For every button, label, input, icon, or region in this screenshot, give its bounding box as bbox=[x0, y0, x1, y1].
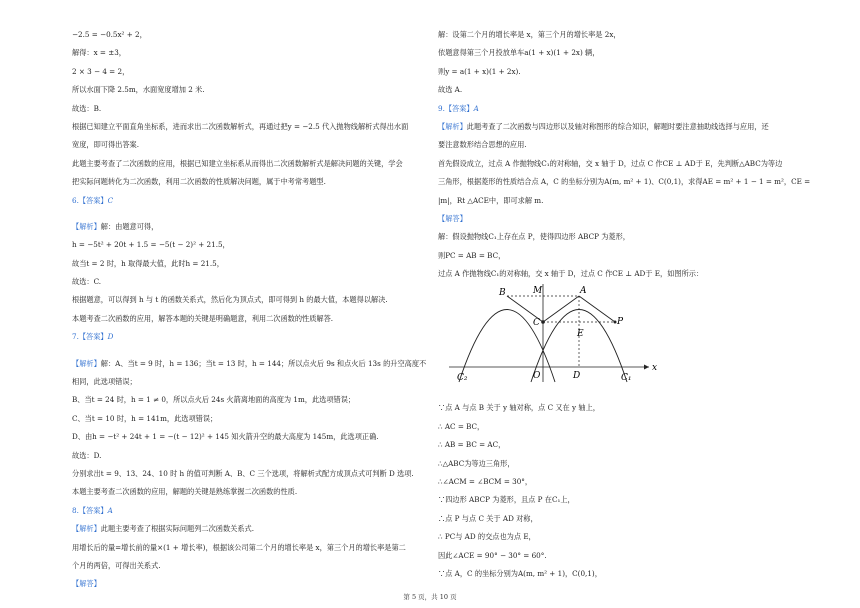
text-line: 根据已知建立平面直角坐标系，进而求出二次函数解析式，再通过把y = −2.5 代入抛物线解析式得出水面 bbox=[72, 121, 409, 131]
question-number: 8. bbox=[72, 505, 79, 515]
analysis-line bbox=[438, 214, 783, 224]
text-line: 过点 A 作抛物线C₁的对称轴，交 x 轴于 D，过点 C 作CE ⊥ AD于 E，如图所示： bbox=[438, 269, 704, 279]
text-line: 宽度，即可得出答案. bbox=[72, 140, 139, 150]
segment-ac bbox=[543, 296, 579, 322]
section-marker: 【解析】 bbox=[438, 121, 467, 131]
text-line: ∴∠ACM = ∠BCM = 30°， bbox=[438, 477, 533, 487]
answer-letter: C bbox=[107, 195, 114, 205]
spacer bbox=[72, 351, 417, 359]
text-line: 2 × 3 − 4 = 2， bbox=[72, 66, 130, 76]
text-line: −2.5 = −0.5x² + 2， bbox=[72, 30, 147, 39]
text-line: 故选：B. bbox=[72, 103, 102, 113]
section-marker: 【解析】 bbox=[72, 524, 101, 534]
label-c2: C₂ bbox=[457, 373, 468, 383]
spacer bbox=[72, 214, 417, 222]
text-line: B、当t = 24 时，h = 1 ≠ 0，所以点火后 24s 火箭离地面的高度为 1m，此选项错误； bbox=[72, 395, 356, 405]
label-e: E bbox=[577, 329, 584, 339]
text-line: 要注意数形结合思想的应用. bbox=[438, 140, 527, 150]
text-line: ∵四边形 ABCP 为菱形，且点 P 在C₁上， bbox=[438, 495, 575, 505]
text-line: 依题意得第三个月投放单车a(1 + x)(1 + 2x) 辆， bbox=[438, 48, 600, 58]
text-line: 则y = a(1 + x)(1 + 2x). bbox=[438, 66, 521, 76]
section-text: 此题考查了二次函数与四边形以及轴对称图形的综合知识，解题时要注意抽助线选择与应用，还 bbox=[466, 121, 769, 131]
text-line: 本题主要考查二次函数的应用，解题的关键是熟练掌握二次函数的性质. bbox=[72, 487, 298, 497]
answer-letter: A bbox=[473, 103, 479, 113]
section-text: 此题主要考查了根据实际问题列二次函数关系式. bbox=[100, 524, 254, 534]
section-marker: 【解析】 bbox=[72, 221, 101, 231]
section-text: 解：A、当t = 9 时，h = 136；当t = 13 时，h = 144；所以点火后 9s 和点火后 13s 的升空高度不 bbox=[100, 358, 427, 368]
text-line: 此题主要考查了二次函数的应用，根据已知建立坐标系从而得出二次函数解析式是解决问题的关键，学会 bbox=[72, 158, 403, 168]
text-line: 用增长后的量=增长前的量×(1 + 增长率)，根据该公司第二个月的增长率是 x，第三个月的增长率是第二 bbox=[72, 542, 406, 552]
text-line: 根据题意，可以得到 h 与 t 的函数关系式，然后化为顶点式，即可得到 h 的最大值，本题得以解决. bbox=[72, 295, 388, 305]
analysis-line bbox=[438, 122, 783, 132]
section-marker: 【解答】 bbox=[438, 213, 467, 223]
parabola-figure bbox=[449, 282, 659, 392]
text-line: ∴△ABC为等边三角形， bbox=[438, 458, 515, 468]
text-line: 个月的两倍，可得出关系式. bbox=[72, 560, 161, 570]
text-line: 故选 A. bbox=[438, 85, 463, 95]
section-marker: 【解析】 bbox=[72, 358, 101, 368]
answer-letter: A bbox=[107, 505, 113, 515]
answer-marker: 【答案】 bbox=[78, 505, 108, 515]
text-line: 则PC = AB = BC， bbox=[438, 250, 506, 260]
text-line: 三角形，根据菱形的性质结合点 A，C 的坐标分别为A(m, m² + 1)、C(0,1)，求得AE = m² + 1 − 1 = m²，CE = bbox=[438, 177, 811, 187]
left-column bbox=[72, 30, 427, 598]
label-m: M bbox=[533, 286, 543, 296]
answer-heading bbox=[72, 196, 417, 206]
label-c: C bbox=[533, 318, 540, 328]
text-line: 相同，此选项错误； bbox=[72, 377, 137, 387]
question-number: 6. bbox=[72, 195, 79, 205]
answer-heading bbox=[72, 506, 417, 516]
text-line: D、由h = −t² + 24t + 1 = −(t − 12)² + 145 知火箭升空的最大高度为 145m，此选项正确. bbox=[72, 432, 379, 442]
text-line: 解：设第二个月的增长率是 x，第三个月的增长率是 2x， bbox=[438, 30, 621, 39]
segment-ap bbox=[579, 296, 615, 322]
label-p: P bbox=[617, 317, 624, 327]
section-marker: 【解答】 bbox=[72, 579, 101, 589]
text-line: 故当t = 2 时，h 取得最大值，此时h = 21.5， bbox=[72, 258, 224, 268]
answer-marker: 【答案】 bbox=[444, 103, 474, 113]
analysis-line bbox=[72, 524, 417, 534]
text-line: 解：假设抛物线C₁上存在点 P，使得四边形 ABCP 为菱形， bbox=[438, 232, 630, 242]
label-a: A bbox=[580, 286, 587, 296]
section-text: 解：由题意可得， bbox=[100, 221, 159, 231]
text-line: C、当t = 10 时，h = 141m，此选项错误； bbox=[72, 413, 218, 423]
text-line: h = −5t² + 20t + 1.5 = −5(t − 2)² + 21.5， bbox=[72, 240, 230, 250]
page-footer: 第 5 页，共 10 页 bbox=[403, 593, 457, 601]
answer-marker: 【答案】 bbox=[78, 195, 108, 205]
question-number: 9. bbox=[438, 103, 445, 113]
label-o: O bbox=[533, 371, 541, 381]
label-d: D bbox=[573, 371, 581, 381]
text-line: 解得：x = ±3， bbox=[72, 48, 126, 58]
label-x: x bbox=[652, 363, 658, 373]
text-line: 首先假设成立，过点 A 作抛物线C₁的对称轴，交 x 轴于 D，过点 C 作CE ⊥ AD于 E，先判断△ABC为等边 bbox=[438, 158, 783, 168]
label-b: B bbox=[499, 288, 506, 298]
analysis-line bbox=[72, 222, 417, 232]
x-axis-arrow-icon bbox=[644, 365, 649, 370]
text-line: 故选：C. bbox=[72, 277, 102, 287]
answer-heading bbox=[438, 104, 783, 114]
text-line: 把实际问题转化为二次函数，利用二次函数的性质解决问题，属于中考常考题型. bbox=[72, 177, 326, 187]
text-line: 故选：D. bbox=[72, 450, 102, 460]
answer-heading bbox=[72, 332, 417, 342]
text-line: |m|，Rt △ACE中，即可求解 m. bbox=[438, 195, 544, 205]
text-line: 因此∠ACE = 90° − 30° = 60°. bbox=[438, 550, 547, 560]
label-c1: C₁ bbox=[621, 373, 632, 383]
text-line: 分别求出t = 9、13、24、10 时 h 的值可判断 A、B、C 三个选项，将解析式配方成顶点式可判断 D 选项. bbox=[72, 468, 414, 478]
answer-letter: D bbox=[107, 332, 114, 342]
analysis-line bbox=[72, 579, 417, 589]
answer-marker: 【答案】 bbox=[78, 332, 108, 342]
point-c bbox=[541, 320, 545, 324]
text-line: ∵点 A 与点 B 关于 y 轴对称，点 C 又在 y 轴上， bbox=[438, 403, 600, 413]
question-number: 7. bbox=[72, 332, 79, 342]
text-line: 所以水面下降 2.5m，水面宽度增加 2 米. bbox=[72, 85, 205, 95]
text-line: ∴ PC与 AD 的交点也为点 E， bbox=[438, 532, 536, 542]
text-line: 本题考查二次函数的应用，解答本题的关键是明确题意，利用二次函数的性质解答. bbox=[72, 313, 334, 323]
text-line: ∵点 A，C 的坐标分别为A(m, m² + 1)，C(0,1)， bbox=[438, 568, 602, 578]
text-line: ∴ AB = BC = AC， bbox=[438, 440, 506, 450]
text-line: ∴ AC = BC， bbox=[438, 421, 485, 431]
text-line: ∴点 P 与点 C 关于 AD 对称， bbox=[438, 513, 538, 523]
analysis-line bbox=[72, 358, 427, 369]
